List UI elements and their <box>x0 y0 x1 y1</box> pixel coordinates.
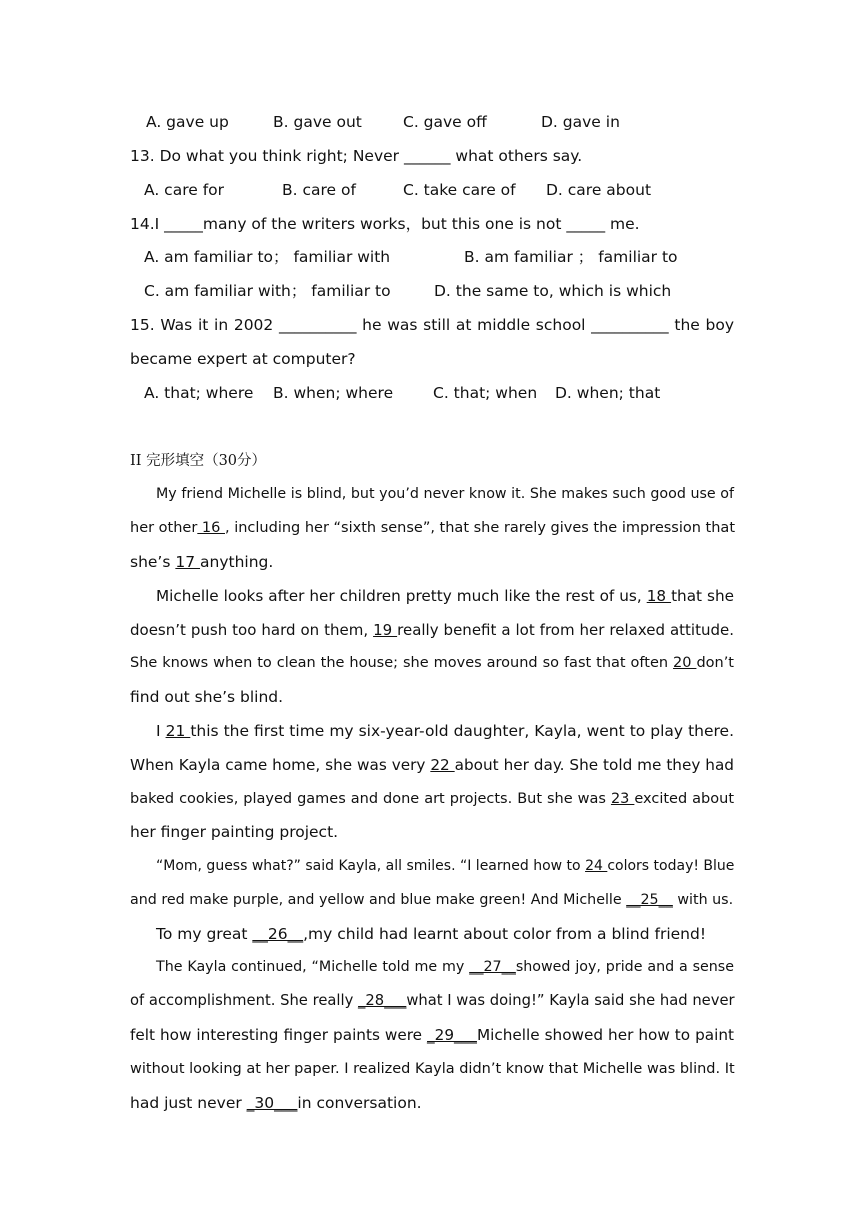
q12-option-a[interactable]: A. gave up <box>146 113 229 131</box>
passage-text: doesn’t push too hard on them, <box>130 621 374 639</box>
blank-23[interactable]: 23 <box>610 791 635 807</box>
blank-21[interactable]: 21 <box>165 722 191 740</box>
blank-16[interactable]: 16 <box>197 520 225 536</box>
passage-text: ,my child had learnt about color from a blind friend! <box>303 925 707 943</box>
passage-text: about her day. She told me they had <box>454 756 734 774</box>
q13-option-c[interactable]: C. take care of <box>403 181 516 199</box>
q14-option-b[interactable]: B. am familiar ； familiar to <box>464 248 678 266</box>
passage-text: anything. <box>200 553 274 571</box>
passage-line: find out she’s blind. <box>130 688 284 706</box>
passage-text: this the first time my six-year-old daughter, Kayla, went to play there. <box>190 722 735 740</box>
passage-text: felt how interesting finger paints were <box>130 1026 428 1044</box>
passage-text: To my great <box>156 925 253 943</box>
passage-line <box>130 518 734 538</box>
q12-option-c[interactable]: C. gave off <box>403 113 487 131</box>
q15-stem-line-1: 15. Was it in 2002 __________ he was still at middle school __________ the boy <box>130 316 734 334</box>
q14-option-a[interactable]: A. am familiar to； familiar with <box>144 248 391 266</box>
q13-stem: 13. Do what you think right; Never ______ what others say. <box>130 147 583 165</box>
passage-text: that she <box>671 587 734 605</box>
passage-line <box>130 620 734 640</box>
passage-text: Michelle showed her how to paint <box>476 1026 734 1044</box>
q13-option-b[interactable]: B. care of <box>282 181 356 199</box>
q15-option-a[interactable]: A. that; where <box>144 384 254 402</box>
section-heading: II 完形填空（30分） <box>130 453 267 469</box>
passage-line <box>156 924 734 944</box>
blank-22[interactable]: 22 <box>430 756 455 774</box>
q12-option-b[interactable]: B. gave out <box>273 113 362 131</box>
passage-text: excited about <box>634 791 734 807</box>
passage-line <box>130 552 734 572</box>
blank-17[interactable]: 17 <box>175 553 201 571</box>
passage-text: had just never <box>130 1094 247 1112</box>
passage-text: she’s <box>130 553 176 571</box>
passage-text: “Mom, guess what?” said Kayla, all smiles. “I learned how to <box>156 858 586 874</box>
passage-line <box>156 856 734 876</box>
passage-line <box>130 755 734 775</box>
passage-text: Michelle looks after her children pretty much like the rest of us, <box>156 587 647 605</box>
passage-line <box>130 991 734 1011</box>
passage-text: in conversation. <box>297 1094 422 1112</box>
q15-stem-line-2: became expert at computer? <box>130 350 356 368</box>
passage-line <box>156 721 734 741</box>
q12-option-d[interactable]: D. gave in <box>541 113 620 131</box>
passage-line: her finger painting project. <box>130 823 339 841</box>
passage-line <box>156 957 734 977</box>
passage-text: colors today! Blue <box>607 858 735 874</box>
passage-line <box>130 890 734 910</box>
q13-option-d[interactable]: D. care about <box>546 181 652 199</box>
passage-text: and red make purple, and yellow and blue make green! And Michelle <box>130 892 627 908</box>
passage-line: My friend Michelle is blind, but you’d never know it. She makes such good use of <box>156 486 734 502</box>
q15-option-b[interactable]: B. when; where <box>273 384 394 402</box>
q15-option-d[interactable]: D. when; that <box>555 384 661 402</box>
passage-line <box>130 789 734 809</box>
passage-text: I <box>156 722 166 740</box>
blank-26[interactable]: __26__ <box>252 925 304 943</box>
blank-25[interactable]: __25__ <box>626 892 673 908</box>
passage-text: , including her “sixth sense”, that she rarely gives the impression that <box>224 520 735 536</box>
q14-option-d[interactable]: D. the same to, which is which <box>434 282 672 300</box>
blank-18[interactable]: 18 <box>646 587 672 605</box>
blank-28[interactable]: _28___ <box>358 992 407 1009</box>
q14-option-c[interactable]: C. am familiar with； familiar to <box>144 282 391 300</box>
passage-text: baked cookies, played games and done art projects. But she was <box>130 791 611 807</box>
blank-20[interactable]: 20 <box>673 655 697 671</box>
q15-option-c[interactable]: C. that; when <box>433 384 538 402</box>
blank-30[interactable]: _30___ <box>246 1094 298 1112</box>
passage-text: The Kayla continued, “Michelle told me my <box>156 959 470 975</box>
passage-line <box>130 1025 734 1045</box>
passage-text: what I was doing!” Kayla said she had never <box>406 992 735 1009</box>
passage-text: don’t <box>696 655 734 671</box>
passage-text: of accomplishment. She really <box>130 992 359 1009</box>
passage-line: without looking at her paper. I realized Kayla didn’t know that Michelle was blind. It <box>130 1061 735 1077</box>
passage-text: her other <box>130 520 198 536</box>
blank-24[interactable]: 24 <box>585 858 608 874</box>
q14-stem: 14.I _____many of the writers works，but this one is not _____ me. <box>130 215 640 233</box>
passage-line <box>156 586 734 606</box>
passage-text: really benefit a lot from her relaxed attitude. <box>397 621 734 639</box>
passage-text: She knows when to clean the house; she moves around so fast that often <box>130 655 674 671</box>
passage-line <box>130 653 734 673</box>
q13-option-a[interactable]: A. care for <box>144 181 225 199</box>
passage-text: with us. <box>672 892 734 908</box>
passage-text: When Kayla came home, she was very <box>130 756 431 774</box>
blank-19[interactable]: 19 <box>373 621 398 639</box>
passage-line <box>130 1093 734 1113</box>
blank-29[interactable]: _29___ <box>427 1026 477 1044</box>
blank-27[interactable]: __27__ <box>469 959 516 975</box>
passage-text: showed joy, pride and a sense <box>515 959 734 975</box>
